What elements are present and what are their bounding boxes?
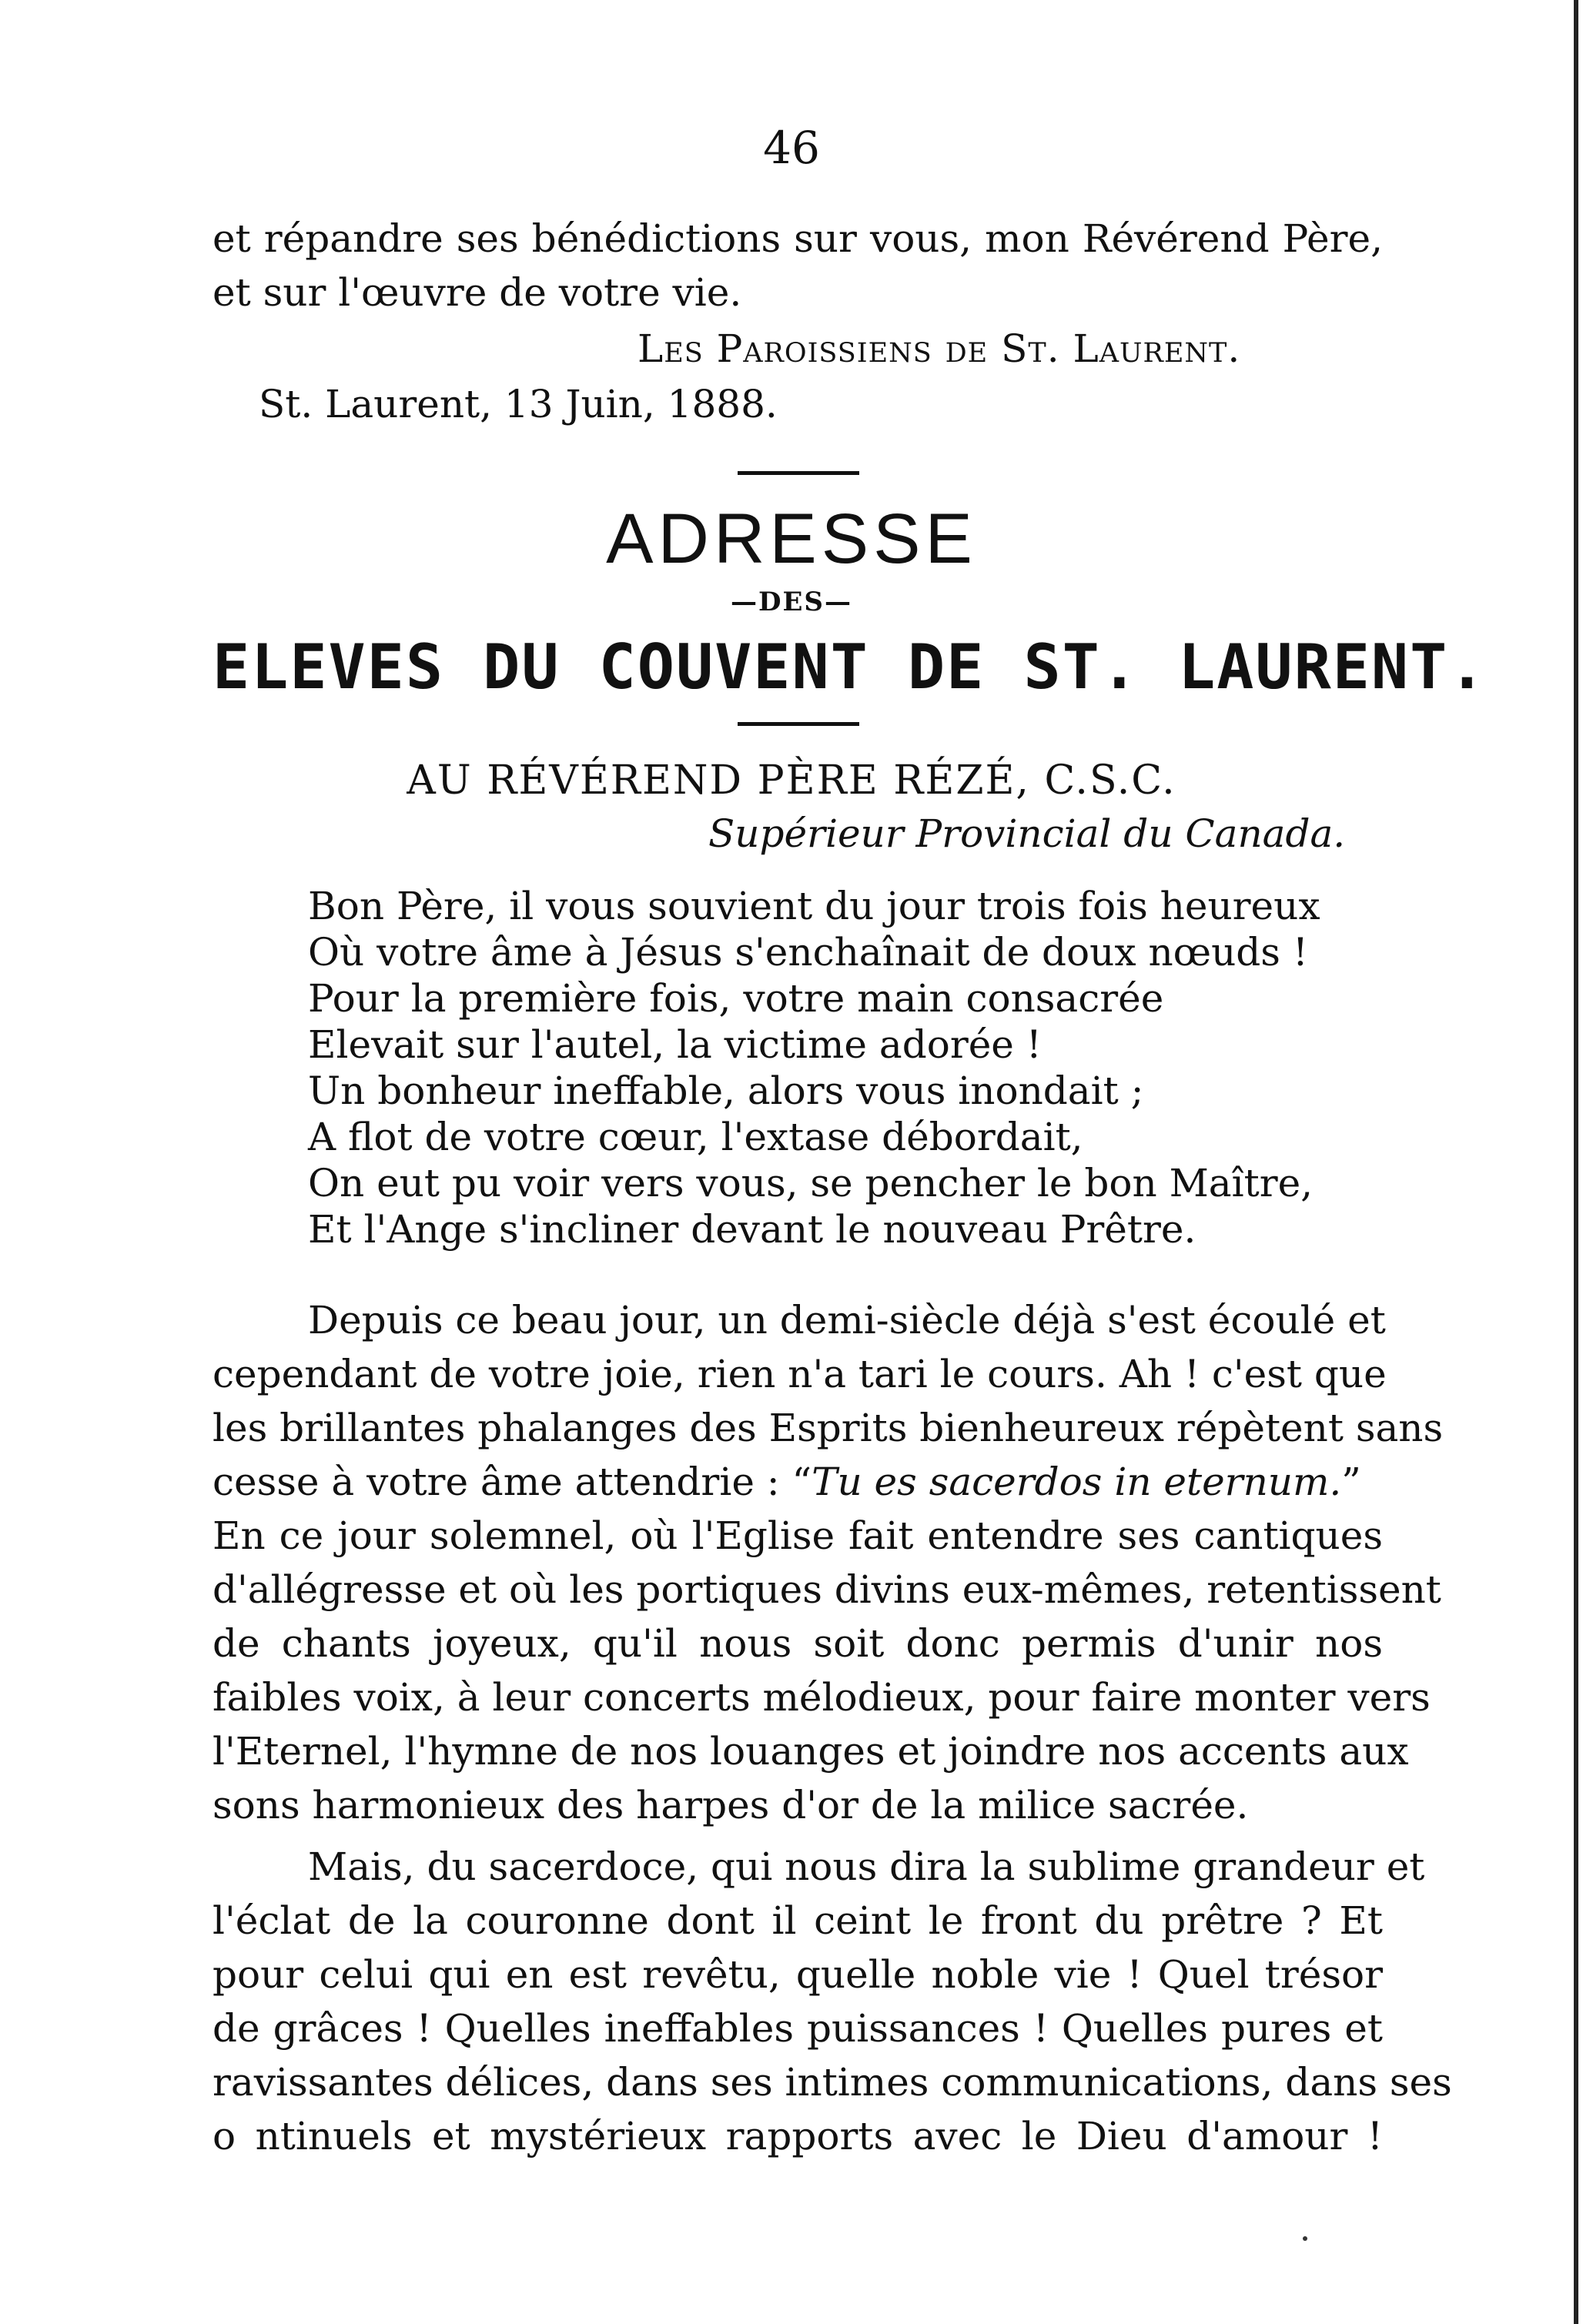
quote-suffix: ”	[1341, 1460, 1361, 1504]
paragraph-1-line: de chants joyeux, qu'il nous soit donc permis d'unir nos	[213, 1621, 1383, 1666]
closing-place-date: St. Laurent, 13 Juin, 1888.	[259, 382, 778, 426]
closing-line-2: et sur l'œuvre de votre vie.	[213, 270, 742, 315]
paragraph-2-line: o ntinuels et mystérieux rapports avec le Dieu d'amour !	[213, 2114, 1383, 2158]
quote-prefix: cesse à votre âme attendrie : “	[213, 1460, 812, 1504]
paragraph-1-line: cependant de votre joie, rien n'a tari le cours. Ah ! c'est que	[213, 1352, 1387, 1396]
closing-signature: Les Paroissiens de St. Laurent.	[638, 326, 1241, 371]
paragraph-1-line: les brillantes phalanges des Esprits bienheureux répètent sans	[213, 1406, 1444, 1450]
poem-line: Et l'Ange s'incliner devant le nouveau Prêtre.	[308, 1207, 1196, 1252]
ink-speck	[1303, 2236, 1307, 2241]
page-number: 46	[763, 122, 820, 174]
separator-rule-top	[738, 471, 859, 475]
poem-line: Elevait sur l'autel, la victime adorée !	[308, 1022, 1042, 1067]
poem-line: Un bonheur ineffable, alors vous inondait ;	[308, 1068, 1144, 1113]
poem-line: On eut pu voir vers vous, se pencher le bon Maître,	[308, 1161, 1314, 1205]
paragraph-1-line: En ce jour solemnel, où l'Eglise fait entendre ses cantiques	[213, 1513, 1383, 1558]
paragraph-1-line: d'allégresse et où les portiques divins eux-mêmes, retentissent	[213, 1567, 1441, 1612]
poem-line: Bon Père, il vous souvient du jour trois fois heureux	[308, 884, 1320, 928]
poem-line: Où votre âme à Jésus s'enchaînait de doux nœuds !	[308, 930, 1308, 975]
paragraph-2-line: de grâces ! Quelles ineffables puissances ! Quelles pures et	[213, 2006, 1383, 2051]
address-connector: —DES—	[731, 587, 852, 617]
paragraph-2-line: Mais, du sacerdoce, qui nous dira la sublime grandeur et	[308, 1844, 1425, 1889]
paragraph-1-line: l'Eternel, l'hymne de nos louanges et joindre nos accents aux	[213, 1729, 1409, 1774]
closing-line-1: et répandre ses bénédictions sur vous, mon Révérend Père,	[213, 216, 1383, 261]
addressee-role: Supérieur Provincial du Canada.	[708, 811, 1346, 856]
latin-quote: Tu es sacerdos in eternum.	[812, 1460, 1342, 1504]
address-title: ADRESSE	[606, 500, 977, 578]
page-edge-line	[1574, 0, 1578, 2324]
poem-line: Pour la première fois, votre main consacrée	[308, 976, 1164, 1021]
paragraph-1-line: sons harmonieux des harpes d'or de la milice sacrée.	[213, 1783, 1249, 1827]
paragraph-1-line: faibles voix, à leur concerts mélodieux, pour faire monter vers	[213, 1675, 1431, 1720]
address-subtitle: ELEVES DU COUVENT DE ST. LAURENT.	[213, 631, 1488, 703]
paragraph-1-line: Depuis ce beau jour, un demi-siècle déjà s'est écoulé et	[308, 1298, 1386, 1343]
paragraph-1-line-quote	[213, 1460, 1361, 1504]
addressee-name: AU RÉVÉREND PÈRE RÉZÉ, C.S.C.	[407, 757, 1176, 804]
separator-rule-bottom	[738, 722, 859, 726]
poem-line: A flot de votre cœur, l'extase débordait,	[308, 1115, 1083, 1159]
paragraph-2-line: pour celui qui en est revêtu, quelle noble vie ! Quel trésor	[213, 1952, 1383, 1997]
paragraph-2-line: l'éclat de la couronne dont il ceint le front du prêtre ? Et	[213, 1898, 1383, 1943]
paragraph-2-line: ravissantes délices, dans ses intimes communications, dans ses	[213, 2060, 1452, 2105]
